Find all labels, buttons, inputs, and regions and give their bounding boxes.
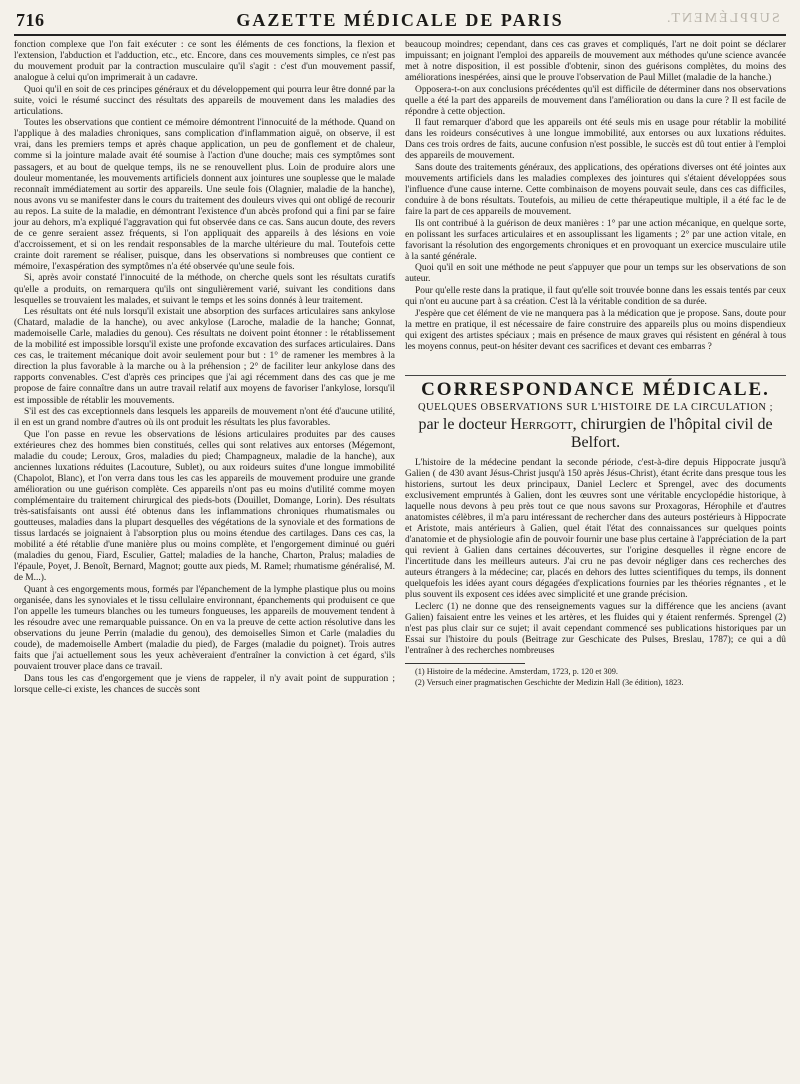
bleed-through-text: SUPPLÉMENT.	[665, 11, 780, 26]
right-column	[405, 40, 786, 696]
footnote-divider	[405, 663, 525, 664]
article-byline	[405, 416, 786, 452]
author-prefix: par le docteur	[418, 415, 507, 433]
left-paragraph: fonction complexe que l'on fait exécuter : ce sont les éléments de ces fonctions, la flexion et l'extension, l'abduction et l'adduction, etc., etc. Encore, dans ces mouvements simples, ce n'est pas du mouvement produit par la contraction musculaire qu'il s'agit : c'est d'un mouvement passif, analogue à celui qu'on imprimerait à un cadavre.	[14, 40, 395, 84]
section-title: CORRESPONDANCE MÉDICALE.	[421, 378, 770, 400]
right-paragraph: J'espère que cet élément de vie ne manquera pas à la médication que je propose. Sans, doute pour la mettre en pratique, il est nécessaire de faire construire des appareils plus ou moins dispendieux qui exigent des artistes spéciaux ; mais en présence de maux graves qui résistent en général à tous les moyens connus, peut-on hésiter devant ces sacrifices et devant ces embarras ?	[405, 308, 786, 352]
right-paragraph: Pour qu'elle reste dans la pratique, il faut qu'elle soit trouvée bonne dans les essais tentés par ceux qui n'ont eu aucune part à sa création. C'est là la véritable condition de sa durée.	[405, 286, 786, 308]
author-name: Herrgott,	[510, 415, 577, 433]
left-paragraph: Si, après avoir constaté l'innocuité de la méthode, on cherche quels sont les résultats curatifs qu'elle a produits, on remarquera qu'ils ont singulièrement varié, suivant les conditions dans lesquelles se trouvaient les malades, et suivant le temps et les soins donnés à leur traitement.	[14, 273, 395, 306]
left-column	[14, 40, 395, 696]
section-spacer	[405, 353, 786, 371]
right-paragraph: Quoi qu'il en soit une méthode ne peut s'appuyer que pour un temps sur les observations de son auteur.	[405, 263, 786, 285]
page-header	[14, 8, 786, 36]
page-number: 716	[16, 10, 45, 30]
right-paragraph: Sans doute des traitements généraux, des applications, des opérations diverses ont été jointes aux mouvements artificiels dans les maladies complexes des jointures qui s'étaient développées sous l'influence d'une cause interne. Cette combinaison de moyens pouvait seule, dans ces cas difficiles, conduire à de bons résultats. Toutefois, au milieu de cette thérapeutique multiple, il a été fac le de faire la part de ces appareils de mouvement.	[405, 163, 786, 218]
left-paragraph: Que l'on passe en revue les observations de lésions articulaires produites par des causes extérieures chez des hommes bien constitués, celles qui sont relatives aux entorses (Mégemont, maladie du coude; Leroux, Gros, maladies du pied; Champagneux, maladie de la hanche), aux anciennes luxations réduites (Lacouture, Sublet), ou aux roideurs suites d'une longue immobilité (Chapolot, Blanc), et l'on verra dans tous les cas les appareils de mouvement produire une grande amélioration ou une guérison complète. Ces appareils n'ont pas eu moins d'utilité comme moyen complémentaire du traitement chirurgical des pieds-bots (Douillet, Domange, Lorin). Des résultats très-satisfaisants ont aussi été obtenus dans les inflammations chroniques rhumatismales ou goutteuses, maladies dans la plupart desquelles des végétations de la synoviale et des formations de tissus lardacés se joignaient à l'absorption plus ou moins étendue des cartilages. Dans ces cas, la mobilité a été rétablie d'une manière plus ou moins complète, et l'engorgement diminué ou guéri (maladies du genou, Fiard, Esculier, Gattel; maladies de la hanche, Charton, Pralus; maladies de l'épaule, Poyet, J. Benoît, Bernard, Magnot; goutte aux pieds, M. Ramel; rhumatisme généralisé, M. de M...).	[14, 429, 395, 584]
article-title: QUELQUES OBSERVATIONS SUR L'HISTOIRE DE LA CIRCULATION ;	[417, 401, 774, 413]
footnote: (2) Versuch einer pragmatischen Geschichte der Medizin Hall (3e édition), 1823.	[415, 678, 684, 688]
correspondence-paragraph: L'histoire de la médecine pendant la seconde période, c'est-à-dire depuis Hippocrate jusqu'à Galien ( de 430 avant Jésus-Christ jusqu'à 150 après Jésus-Christ), étant écrite dans presque tous les historiens, surtout les deux principaux, Daniel Leclerc et Sprengel, avec des documents exclusivement empruntés à Galien, dont les œuvres sont une véritable encyclopédie historique, à laquelle nous devons à peu près tout ce que nous savons sur Proxagoras, Hérophile et d'autres anatomistes célèbres, il m'a paru intéressant de rechercher dans des auteurs postérieurs à Hippocrate et Aristote, mais antérieurs à Galien, quel était l'état des connaissances sur quelques points d'anatomie et de physiologie afin de pouvoir fournir une base plus certaine à l'appréciation de la part qui revient à Galien dans certaines découvertes, sur l'origine desquelles il règne encore de l'incertitude dans les meilleurs auteurs. J'ai cru ne pas devoir négliger dans ces recherches des auteurs étrangers à la médecine; car, placés en dehors des luttes scientifiques du temps, ils donnent quelquefois les idées ayant cours dégagées d'explications fournies par les théories régnantes , et le plus souvent ils exposent ces idées avec simplicité et une grande précision.	[405, 457, 786, 601]
right-paragraph: beaucoup moindres; cependant, dans ces cas graves et compliqués, l'art ne doit point se déclarer impuissant; en joignant l'emploi des appareils de mouvement aux méthodes qu'une science avancée met à notre disposition, il est possible d'obtenir, sinon des guérisons complètes, du moins des améliorations inespérées, ainsi que le prouve l'observation de Paul Millet (maladie de la hanche.)	[405, 40, 786, 84]
section-divider	[405, 375, 786, 376]
left-paragraph: S'il est des cas exceptionnels dans lesquels les appareils de mouvement n'ont été d'aucune utilité, il en est un grand nombre d'autres où ils ont produit les résultats les plus favorables.	[14, 407, 395, 429]
left-paragraph: Quant à ces engorgements mous, formés par l'épanchement de la lymphe plastique plus ou moins organisée, dans les synoviales et le tissu cellulaire environnant, épanchements qui produisent ce que l'on appelle les tumeurs blanches ou les tumeurs fongueuses, les appareils de mouvement tendent à les résoudre avec une remarquable puissance. On en va la preuve de cette action résolutive dans les observations du jeune Perrin (maladie du genou), des demoiselles Simon et Carle (maladies du coude), de mademoiselle Ambert (maladie du pied), de Farges (maladie du poignet). Trois autres faits que j'ai actuellement sous les yeux achèveraient d'entraîner la conviction à cet égard, s'ils pouvaient trouver place dans ce travail.	[14, 584, 395, 673]
left-paragraph: Quoi qu'il en soit de ces principes généraux et du développement qui pourra leur être donné par la suite, voici le résumé succinct des résultats des appareils de mouvement dans les maladies des articulations.	[14, 84, 395, 117]
right-paragraph: Il faut remarquer d'abord que les appareils ont été seuls mis en usage pour rétablir la mobilité dans les roideurs consécutives à une longue immobilité, aux entorses ou aux luxations réduites. Dans ces trois ordres de faits, aucune confusion n'est possible, le succès est dû tout entier à l'emploi des appareils de mouvement.	[405, 118, 786, 162]
article-columns	[14, 40, 786, 696]
footnote: (1) Histoire de la médecine. Amsterdam, 1723, p. 120 et 309.	[415, 667, 618, 677]
right-paragraph: Opposera-t-on aux conclusions précédentes qu'il est difficile de déterminer dans nos observations quelle a été la part des appareils de mouvement dans l'amélioration ou dans la cure ? Il est facile de répondre à cette objection.	[405, 84, 786, 117]
author-suffix: chirurgien de l'hôpital civil de Belfort.	[570, 415, 773, 451]
right-paragraph: Ils ont contribué à la guérison de deux manières : 1° par une action mécanique, en quelque sorte, en polissant les surfaces articulaires et en assouplissant les ligaments ; 2° par une action vitale, en favorisant la résolution des engorgements chroniques et en provoquant un exercice musculaire utile à la santé générale.	[405, 218, 786, 262]
left-paragraph: Toutes les observations que contient ce mémoire démontrent l'innocuité de la méthode. Quand on l'applique à des maladies chroniques, sans complication d'inflammation aiguë, on observe, il est vrai, dans les premiers temps et après chaque application, un peu de gonflement et de chaleur, comme si la jointure malade avait été soumise à l'action d'une douche; mais ces symptômes sont passagers, et au bout de quelque temps, ils ne se renouvellent plus. Loin de produire alors une douleur momentanée, les mouvements artificiels donnent aux jointures une souplesse que le malade reconnaît immédiatement au sortir des appareils. Une seule fois (Olagnier, maladie de la hanche), nous avons vu se manifester dans le cours du traitement des douleurs vives qui ont obligé de recourir au repos. La suite de la maladie, en démontrant l'existence d'un abcès profond qui a fini par se faire jour au dehors, m'a expliqué l'aggravation qui fut observée dans ce cas. Sans aucun doute, des revers de ce genre seraient assez fréquents, si l'on appliquait des appareils à des lésions en voie d'accroissement, et si on les rendait responsables de la marche ultérieure du mal. Toutefois cette crainte doit rarement se réaliser, puisque, dans les observations si nombreuses que contient ce mémoire, l'exaspération des symptômes n'a été observée qu'une seule fois.	[14, 118, 395, 272]
correspondence-paragraph: Leclerc (1) ne donne que des renseignements vagues sur la différence que les anciens (avant Galien) faisaient entre les veines et les artères, et les fluides qui y étaient renfermés. Sprengel (2) n'est pas plus clair sur ce sujet; il avait cependant commencé ses publications historiques par un Essai sur l'histoire du pouls (Beitrage zur Geschicate des Pulses, Breslau, 1787); ce qui a dû l'entraîner à des recherches nombreuses	[405, 601, 786, 657]
journal-title: GAZETTE MÉDICALE DE PARIS	[236, 10, 564, 30]
left-paragraph: Les résultats ont été nuls lorsqu'il existait une absorption des surfaces articulaires sans ankylose (Chatard, maladie de la hanche), ou avec ankylose (Laroche, maladie de la hanche; Gonnat, mademoiselle Carle, maladies du genou). Ces résultats ne doivent point étonner : le rétablissement de la mobilité est impossible lorsqu'il existe une profonde excavation des surfaces articulaires. Dans ces cas, le traitement mécanique doit avoir seulement pour but : 1° de ramener les membres à la direction la plus favorable à la marche ou à la préhension ; 2° de faciliter leur ankylose dans des rapports convenables. C'est d'après ces principes que j'ai agi récemment dans des cas que je me propose de faire connaître dans un autre travail relatif aux moyens de favoriser l'ankylose, lorsqu'il est impossible de rétablir les mouvements.	[14, 307, 395, 406]
left-paragraph: Dans tous les cas d'engorgement que je viens de rappeler, il n'y avait point de suppuration ; lorsque celle-ci existe, les chances de succès sont	[14, 673, 395, 695]
